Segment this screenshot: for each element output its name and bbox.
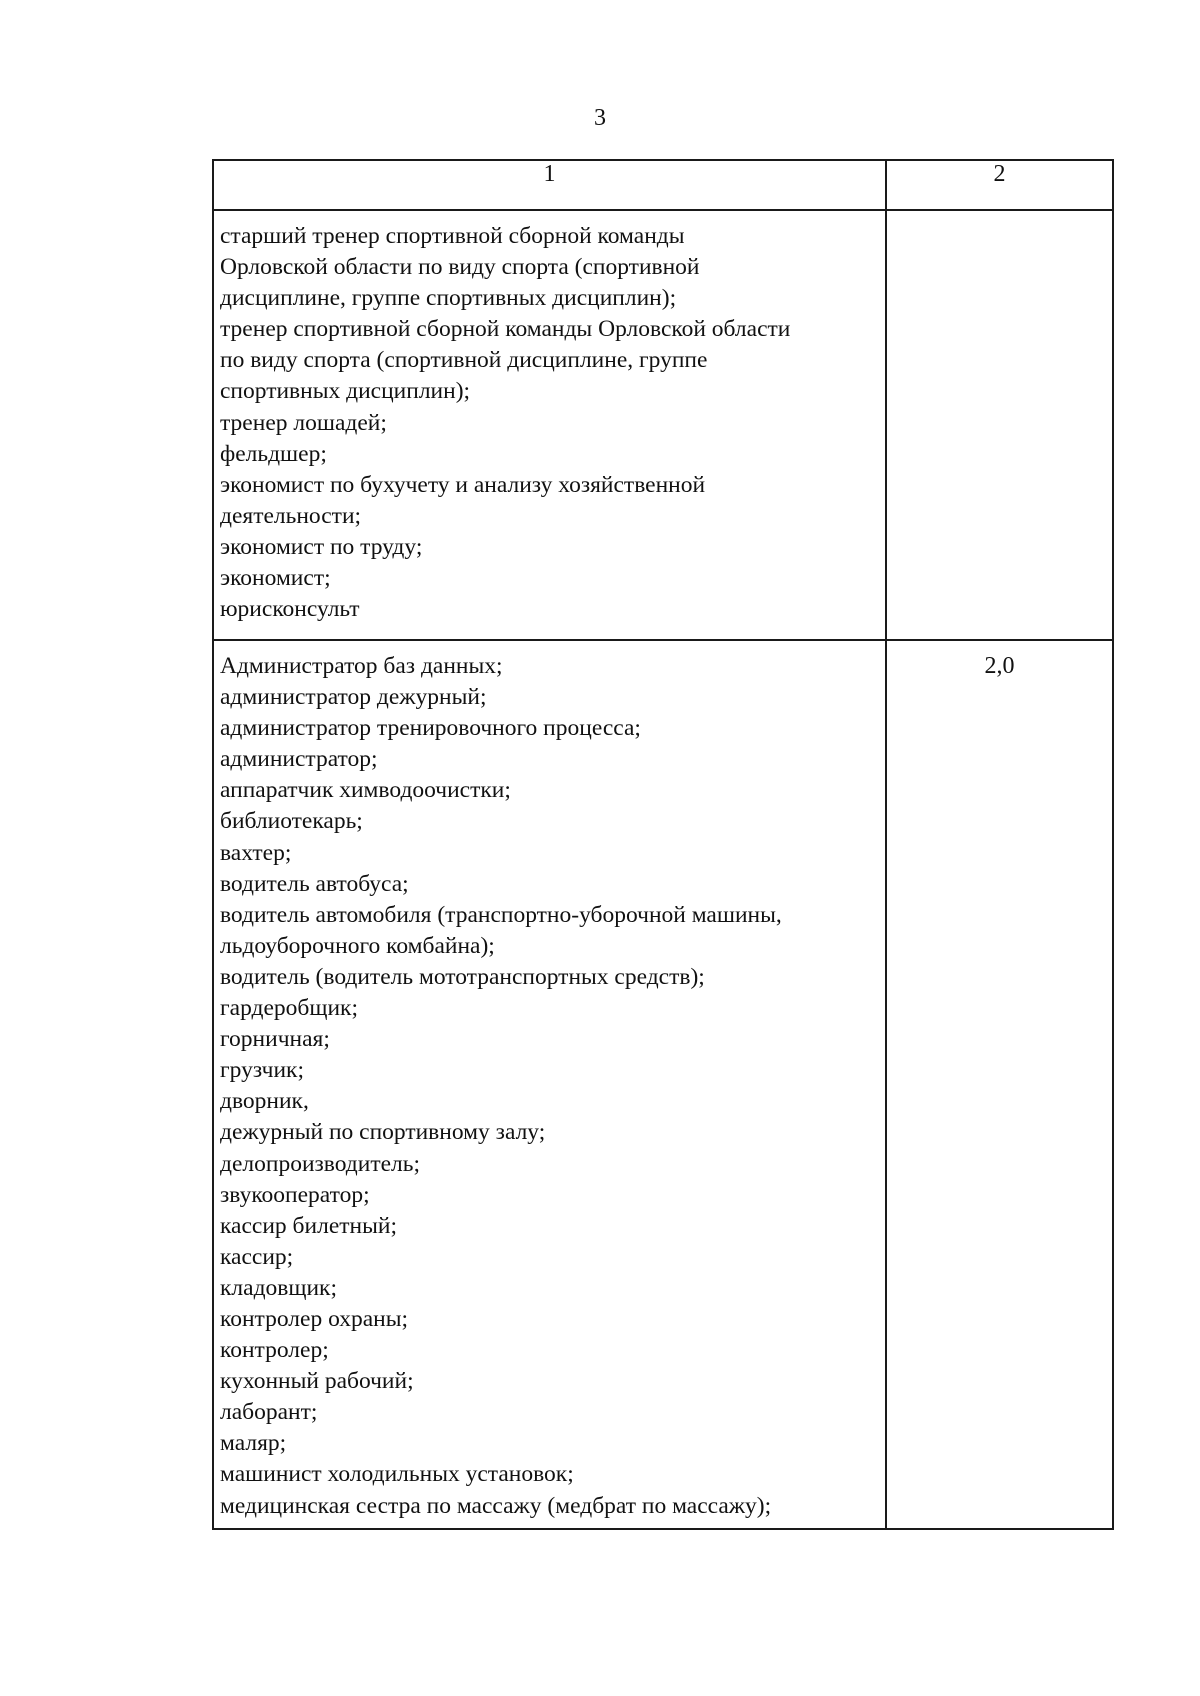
position-line: тренер спортивной сборной команды Орловской области (220, 316, 791, 343)
position-line: машинист холодильных установок; (220, 1461, 574, 1488)
position-line: старший тренер спортивной сборной команды (220, 223, 685, 249)
position-line: тренер лошадей; (220, 409, 387, 436)
positions-list (214, 211, 885, 631)
coefficient-cell (886, 640, 1113, 1529)
page-number: 3 (594, 105, 606, 131)
position-line: грузчик; (220, 1057, 304, 1084)
position-line: кухонный рабочий; (220, 1368, 414, 1395)
position-line: кладовщик; (220, 1274, 337, 1301)
position-line: лаборант; (220, 1399, 318, 1426)
position-line: вахтер; (220, 839, 292, 866)
coefficient-value (887, 211, 1112, 221)
position-line: экономист по бухучету и анализу хозяйственной (220, 471, 706, 498)
position-line: контролер; (220, 1337, 329, 1364)
position-line: дисциплине, группе спортивных дисциплин); (220, 285, 677, 312)
position-line: гардеробщик; (220, 995, 358, 1022)
column-header-2: 2 (886, 160, 1113, 210)
position-line: по виду спорта (спортивной дисциплине, группе (220, 347, 708, 374)
position-line: делопроизводитель; (220, 1150, 421, 1177)
position-line: экономист по труду; (220, 533, 423, 560)
column-header-1: 1 (213, 160, 886, 210)
position-line: библиотекарь; (220, 808, 363, 835)
position-line: администратор дежурный; (220, 684, 487, 711)
position-line: юрисконсульт (220, 596, 360, 623)
table-row (213, 210, 1113, 640)
positions-table (212, 159, 1114, 1530)
table-row (213, 640, 1113, 1529)
positions-list (214, 641, 885, 1528)
position-line: кассир; (220, 1243, 294, 1270)
position-line: звукооператор; (220, 1181, 370, 1208)
coefficient-value: 2,0 (984, 653, 1015, 679)
position-line: экономист; (220, 565, 331, 592)
position-line: водитель автобуса; (220, 870, 409, 897)
coefficient-cell (886, 210, 1113, 640)
position-line: Администратор баз данных; (220, 653, 503, 679)
position-line: горничная; (220, 1026, 330, 1053)
position-line: аппаратчик химводоочистки; (220, 777, 511, 804)
position-line: дворник, (220, 1088, 309, 1115)
position-line: льдоуборочного комбайна); (220, 932, 495, 959)
positions-cell (213, 640, 886, 1529)
position-line: администратор; (220, 746, 378, 773)
position-line: администратор тренировочного процесса; (220, 715, 641, 742)
position-line: Орловской области по виду спорта (спортивной (220, 254, 700, 281)
position-line: водитель автомобиля (транспортно-уборочной машины, (220, 901, 782, 928)
position-line: деятельности; (220, 502, 362, 529)
position-line: дежурный по спортивному залу; (220, 1119, 546, 1146)
position-line: водитель (водитель мототранспортных средств); (220, 963, 705, 990)
position-line: медицинская сестра по массажу (медбрат по массажу); (220, 1492, 772, 1519)
table-header-row (213, 160, 1113, 210)
position-line: кассир билетный; (220, 1212, 397, 1239)
position-line: спортивных дисциплин); (220, 378, 471, 405)
position-line: контролер охраны; (220, 1305, 409, 1332)
position-line: маляр; (220, 1430, 287, 1457)
positions-cell (213, 210, 886, 640)
position-line: фельдшер; (220, 440, 327, 467)
